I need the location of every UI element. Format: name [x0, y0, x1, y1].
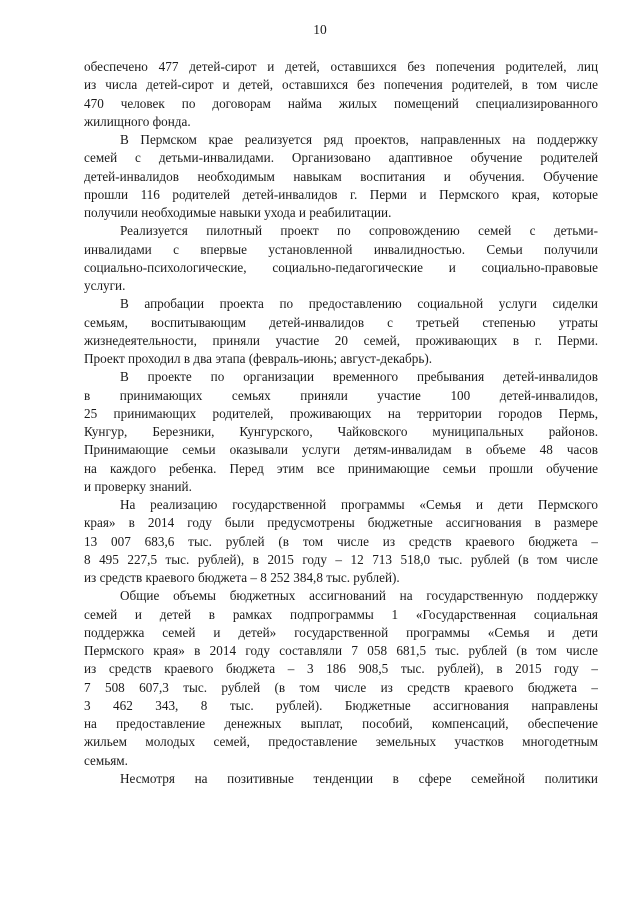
- page-number: 10: [313, 22, 327, 37]
- text-line: Реализуется пилотный проект по сопровождению семей с детьми-: [120, 223, 598, 239]
- paragraph: [84, 58, 598, 131]
- text-line: жизнедеятельности, приняли участие 20 семей, проживающих в г. Перми.: [84, 332, 598, 348]
- text-line: услуги.: [84, 278, 126, 293]
- text-line: поддержка семей и детей» государственной программы «Семья и дети: [84, 624, 598, 640]
- text-line: детей-инвалидов необходимым навыкам воспитания и обучения. Обучение: [84, 168, 598, 184]
- text-line: семьям.: [84, 752, 128, 768]
- paragraph: [84, 496, 598, 587]
- text-line: семей с детьми-инвалидами. Организовано адаптивное обучение родителей: [84, 150, 598, 166]
- text-line: Общие объемы бюджетных ассигнований на государственную поддержку: [120, 588, 598, 604]
- text-line: На реализацию государственной программы «Семья и дети Пермского: [120, 497, 598, 512]
- text-line: жилищного фонда.: [84, 113, 191, 129]
- text-line: прошли 116 родителей детей-инвалидов г. Перми и Пермского края, которые: [84, 186, 598, 202]
- text-line: семей и детей в рамках подпрограммы 1 «Государственная социальная: [84, 606, 598, 622]
- text-line: получили необходимые навыки ухода и реабилитации.: [84, 205, 392, 220]
- paragraph: [84, 587, 598, 770]
- text-line: на каждого ребенка. Перед этим все принимающие семьи прошли обучение: [84, 460, 598, 476]
- text-line: из средств краевого бюджета – 8 252 384,8 тыс. рублей).: [84, 570, 400, 585]
- text-line: Принимающие семьи оказывали услуги детям-инвалидам в объеме 48 часов: [84, 442, 598, 458]
- text-line: В Пермском крае реализуется ряд проектов, направленных на поддержку: [120, 132, 598, 147]
- text-line: 8 495 227,5 тыс. рублей), в 2015 году – 12 713 518,0 тыс. рублей (в том числе: [84, 551, 598, 567]
- text-line: края» в 2014 году были предусмотрены бюджетные ассигнования в размере: [84, 515, 598, 531]
- text-line: на предоставление денежных выплат, пособий, компенсаций, обеспечение: [84, 716, 598, 731]
- text-line: Проект проходил в два этапа (февраль-июнь; август-декабрь).: [84, 351, 433, 366]
- text-line: 470 человек по договорам найма жилых помещений специализированного: [84, 95, 598, 111]
- paragraph: [84, 131, 598, 222]
- text-line: и проверку знаний.: [84, 478, 192, 494]
- text-line: В проекте по организации временного пребывания детей-инвалидов: [120, 369, 598, 385]
- text-line: 13 007 683,6 тыс. рублей (в том числе из средств краевого бюджета –: [84, 533, 598, 549]
- text-line: 25 принимающих родителей, проживающих на территории городов Пермь,: [84, 405, 598, 421]
- text-line: в принимающих семьях приняли участие 100 детей-инвалидов,: [84, 387, 598, 403]
- document-body: [84, 58, 598, 788]
- paragraph: [84, 368, 598, 496]
- text-line: семьям, воспитывающим детей-инвалидов с третьей степенью утраты: [84, 314, 598, 330]
- paragraph: [84, 770, 598, 788]
- paragraph: [84, 222, 598, 295]
- text-line: Пермского края» в 2014 году составляли 7 058 681,5 тыс. рублей (в том числе: [84, 643, 598, 658]
- text-line: Несмотря на позитивные тенденции в сфере семейной политики: [120, 770, 598, 786]
- paragraph: [84, 295, 598, 368]
- text-line: 7 508 607,3 тыс. рублей (в том числе из средств краевого бюджета –: [84, 679, 598, 695]
- text-line: Кунгур, Березники, Кунгурского, Чайковского муниципальных районов.: [84, 424, 598, 439]
- text-line: В апробации проекта по предоставлению социальной услуги сиделки: [120, 296, 598, 312]
- text-line: 3 462 343, 8 тыс. рублей). Бюджетные ассигнования направлены: [84, 697, 598, 713]
- text-line: из средств краевого бюджета – 3 186 908,5 тыс. рублей), в 2015 году –: [84, 661, 598, 677]
- text-line: жильем молодых семей, предоставление земельных участков многодетным: [84, 734, 598, 750]
- text-line: инвалидами с впервые установленной инвалидностью. Семьи получили: [84, 241, 598, 257]
- text-line: социально-психологические, социально-педагогические и социально-правовые: [84, 259, 598, 275]
- text-line: обеспечено 477 детей-сирот и детей, оставшихся без попечения родителей, лиц: [84, 59, 598, 74]
- text-line: из числа детей-сирот и детей, оставшихся без попечения родителей, в том числе: [84, 77, 598, 93]
